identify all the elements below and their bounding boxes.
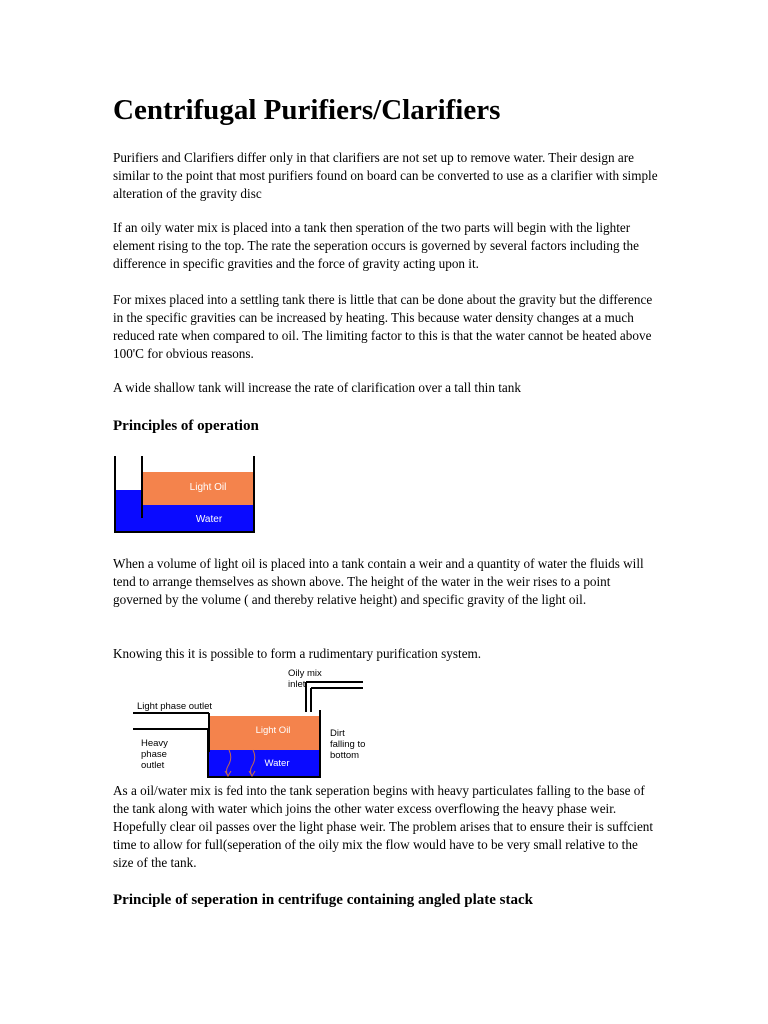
water-label: Water (195, 514, 223, 525)
paragraph-rudimentary-system: Knowing this it is possible to form a rudimentary purification system. (113, 646, 482, 661)
light-oil-label: Light Oil (189, 482, 227, 493)
paragraph-flow-explanation: As a oil/water mix is fed into the tank seperation begins with heavy particulates falling to the base of the tank along with water which joins the other water excess overflowing the heavy phase weir. Hopefully clear oil passes over the light phase weir. The problem arises that to ensure their is suffcient time to allow for full(seperation of the oily mix the flow would have to be very small relative to the size of the tank. (113, 783, 654, 870)
paragraph-tank-shape: A wide shallow tank will increase the rate of clarification over a tall thin tank (113, 380, 521, 395)
heading-centrifuge-separation: Principle of seperation in centrifuge containing angled plate stack (113, 892, 533, 908)
weir-tank-diagram (113, 456, 258, 534)
paragraph-weir-explanation: When a volume of light oil is placed into a tank contain a weir and a quantity of water the fluids will tend to arrange themselves as shown above. The height of the water in the weir rises to a point governed by the volume ( and thereby relative height) and specific gravity of the light oil. (113, 556, 644, 607)
page-title: Centrifugal Purifiers/Clarifiers (113, 94, 501, 126)
heading-principles: Principles of operation (113, 418, 259, 434)
paragraph-separation: If an oily water mix is placed into a tank then speration of the two parts will begin with the lighter element rising to the top. The rate the seperation occurs is governed by several factors including the difference in specific gravities and the force of gravity acting upon it. (113, 220, 639, 271)
light-oil-label: Light Oil (255, 725, 291, 736)
heavy-phase-outlet-label: Heavy phase outlet (141, 738, 168, 771)
purification-system-diagram (133, 664, 383, 779)
paragraph-purifiers-intro: Purifiers and Clarifiers differ only in that clarifiers are not set up to remove water. Their design are similar to the point that most purifiers found on board can be converted to use as a clarifier with simple alteration of the gravity disc (113, 150, 658, 201)
paragraph-heating: For mixes placed into a settling tank there is little that can be done about the gravity but the difference in the specific gravities can be increased by heating. This because water density changes at a much reduced rate when compared to oil. The limiting factor to this is that the water cannot be heated above 100'C for obvious reasons. (113, 292, 653, 361)
water-label: Water (264, 758, 290, 769)
dirt-label: Dirt falling to bottom (330, 728, 366, 761)
inlet-label: Oily mix inlet (288, 668, 322, 690)
light-phase-outlet-label: Light phase outlet (137, 701, 213, 712)
